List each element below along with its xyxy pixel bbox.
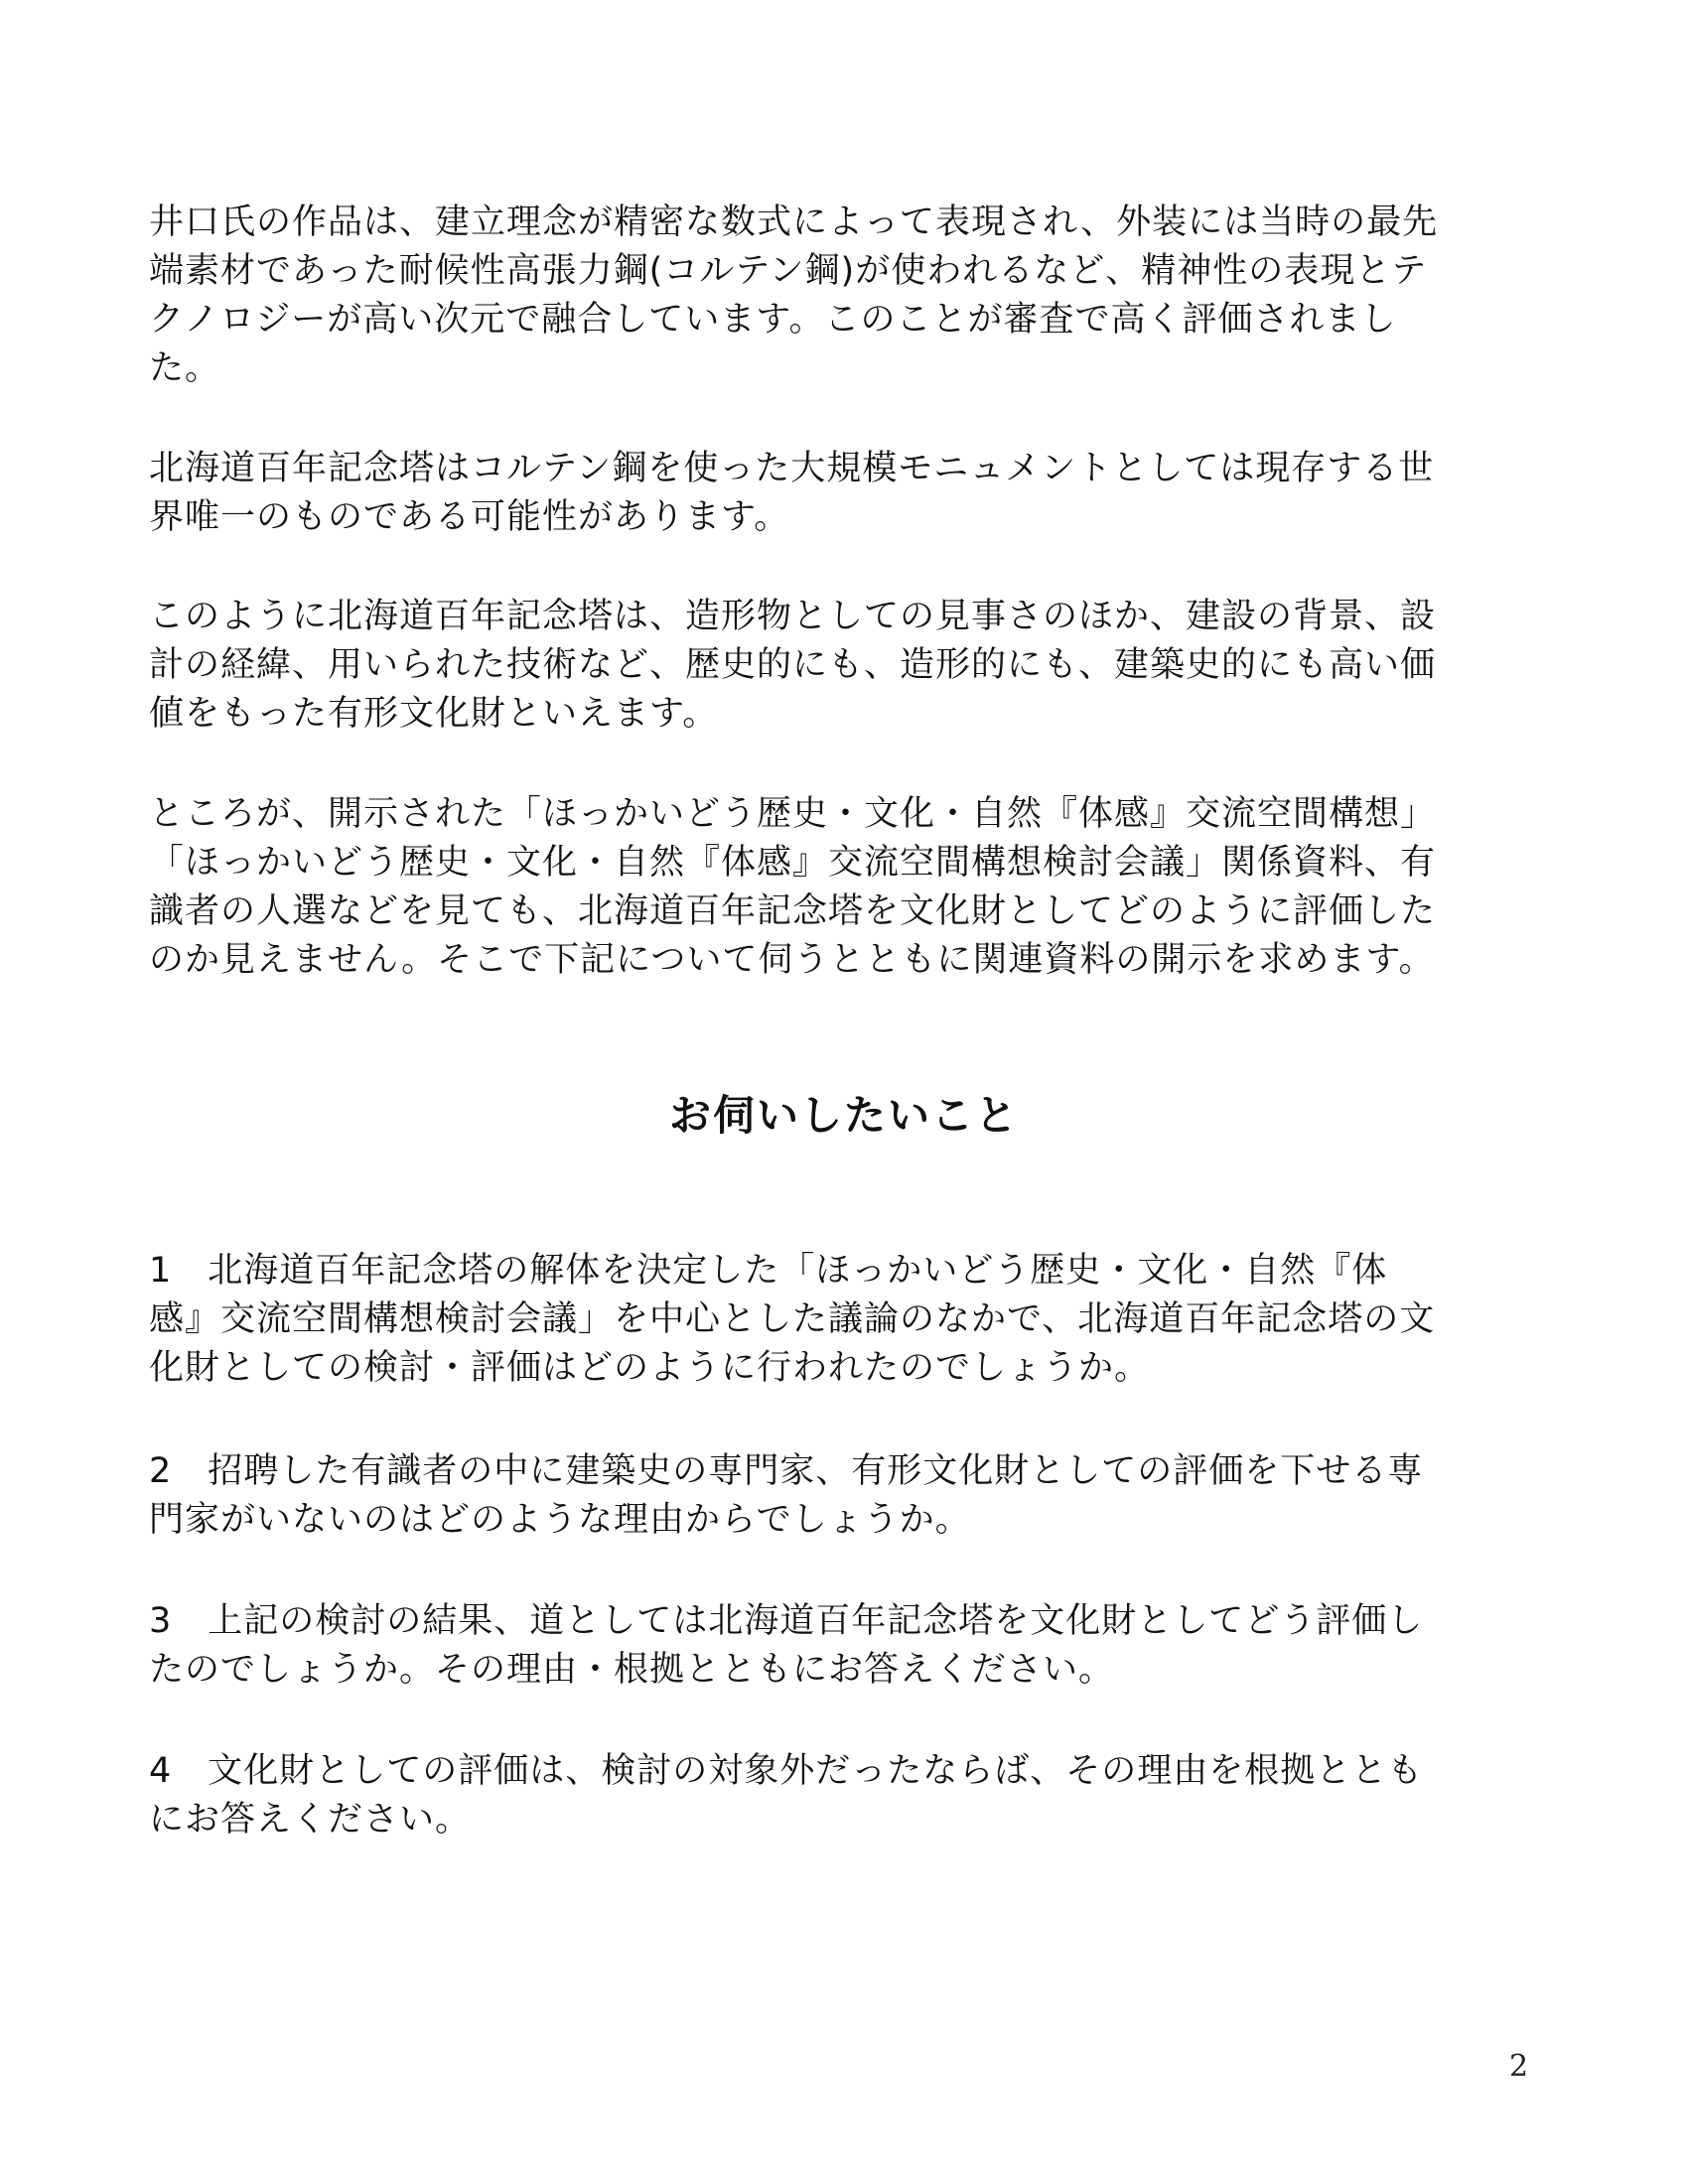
- paragraph-line: 計の経緯、用いられた技術など、歴史的にも、造形的にも、建築史的にも高い価: [149, 645, 1437, 685]
- question-line: たのでしょうか。その理由・根拠とともにお答えください。: [149, 1650, 1115, 1690]
- paragraph-line: 値をもった有形文化財といえます。: [149, 694, 719, 734]
- paragraph-line: 識者の人選などを見ても、北海道百年記念塔を文化財としてどのように評価した: [149, 891, 1437, 931]
- paragraph-line: 界唯一のものである可能性があります。: [149, 497, 790, 537]
- question-line: 4 文化財としての評価は、検討の対象外だったならば、その理由を根拠ととも: [149, 1751, 1424, 1791]
- paragraph-line: 井口氏の作品は、建立理念が精密な数式によって表現され、外装には当時の最先: [149, 203, 1439, 242]
- question-line: 1 北海道百年記念塔の解体を決定した「ほっかいどう歴史・文化・自然『体: [149, 1251, 1388, 1291]
- question-line: 化財としての検討・評価はどのように行われたのでしょうか。: [149, 1348, 1151, 1388]
- paragraph-line: た。: [149, 348, 221, 388]
- question-3: [149, 1597, 1539, 1695]
- paragraph-line: 北海道百年記念塔はコルテン鋼を使った大規模モニュメントとしては現存する世: [149, 449, 1435, 488]
- paragraph-line: このように北海道百年記念塔は、造形物としての見事さのほか、建設の背景、設: [149, 597, 1437, 636]
- paragraph-3: [149, 593, 1539, 739]
- paragraph-line: 端素材であった耐候性高張力鋼(コルテン鋼)が使われるなど、精神性の表現とテ: [149, 251, 1428, 291]
- document-page: [149, 0, 1539, 2184]
- paragraph-line: クノロジーが高い次元で融合しています。このことが審査で高く評価されまし: [149, 300, 1397, 340]
- section-heading: お伺いしたいこと: [668, 1091, 1019, 1140]
- question-4: [149, 1747, 1539, 1844]
- paragraph-line: のか見えません。そこで下記について伺うとともに関連資料の開示を求めます。: [149, 940, 1435, 980]
- question-1: [149, 1247, 1539, 1393]
- page-number: 2: [1509, 2049, 1529, 2084]
- paragraph-line: 「ほっかいどう歴史・文化・自然『体感』交流空間構想検討会議」関係資料、有: [149, 843, 1437, 883]
- paragraph-2: [149, 445, 1539, 542]
- paragraph-1: [149, 199, 1539, 393]
- paragraph-4: [149, 790, 1539, 985]
- paragraph-line: ところが、開示された「ほっかいどう歴史・文化・自然『体感』交流空間構想」: [149, 794, 1437, 834]
- question-line: 門家がいないのはどのような理由からでしょうか。: [149, 1500, 971, 1540]
- question-line: 3 上記の検討の結果、道としては北海道百年記念塔を文化財としてどう評価し: [149, 1601, 1424, 1641]
- question-line: 感』交流空間構想検討会議」を中心とした議論のなかで、北海道百年記念塔の文: [149, 1299, 1436, 1339]
- question-line: 2 招聘した有識者の中に建築史の専門家、有形文化財としての評価を下せる専: [149, 1451, 1424, 1491]
- question-line: にお答えください。: [149, 1800, 472, 1840]
- question-2: [149, 1447, 1539, 1545]
